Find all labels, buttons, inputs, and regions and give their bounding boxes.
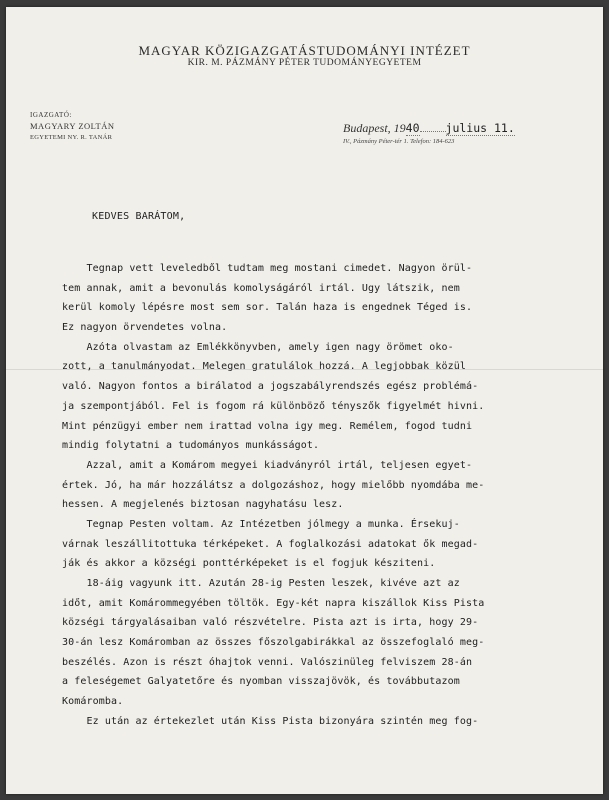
body-line: való. Nagyon fontos a birálatod a jogszabályrendszés egész problémá- <box>62 381 479 393</box>
dateline-date: julius 11. <box>445 121 515 135</box>
body-line: 30-án lesz Komáromban az összes főszolgabirákkal az összefoglaló meg- <box>62 637 485 649</box>
dateline <box>343 121 515 136</box>
body-line: Ez nagyon örvendetes volna. <box>62 322 228 334</box>
letter-sheet <box>6 7 603 794</box>
director-label: IGAZGATÓ: <box>30 111 72 119</box>
body-line: tem annak, amit a bevonulás komolyságáról irtál. Ugy látszik, nem <box>62 282 460 294</box>
institute-address: IV., Pázmány Péter-tér 1. Telefon: 184-623 <box>343 138 455 145</box>
body-line: Azóta olvastam az Emlékkönyvben, amely igen nagy örömet oko- <box>62 341 454 353</box>
body-line: 18-áig vagyunk itt. Azután 28-ig Pesten leszek, kivéve azt az <box>62 578 460 589</box>
dateline-year: 40 <box>405 121 420 135</box>
body-line: Ez után az értekezlet után Kiss Pista bizonyára szintén meg fog- <box>62 715 479 727</box>
body-line: Tegnap vett leveledből tudtam meg mostani cimedet. Nagyon örül- <box>62 263 473 274</box>
director-block <box>30 110 115 143</box>
body-line: ja szempontjából. Fel is fogom rá különböző tényszők figyelmét hivni. <box>62 400 485 412</box>
body-line: Mint pénzügyi ember nem irattad volna igy meg. Remélem, fogod tudni <box>62 420 473 432</box>
body-line: mindig folytatni a tudományos munkásságot. <box>62 440 320 452</box>
body-line: értek. Jó, ha már hozzálátsz a dolgozáshoz, hogy mielőbb nyomdába me- <box>62 479 485 491</box>
body-line: időt, amit Komárommegyében töltök. Egy-két napra kiszállok Kiss Pista <box>62 597 485 609</box>
director-name: MAGYARY ZOLTÁN <box>30 121 115 131</box>
letterhead-institute: MAGYAR KÖZIGAZGATÁSTUDOMÁNYI INTÉZET <box>138 43 471 58</box>
body-line: Tegnap Pesten voltam. Az Intézetben jólmegy a munka. Érsekuj- <box>62 518 460 530</box>
letter-body <box>62 259 602 732</box>
dateline-place: Budapest, 19 <box>343 121 406 135</box>
body-line: zott, a tanulmányodat. Melegen gratulálok hozzá. A legjobbak közül <box>62 361 466 373</box>
body-line: községi tárgyalásaiban való részvételre. Pista azt is irta, hogy 29- <box>62 617 479 629</box>
body-line: ják és akkor a községi ponttérképeket is el fogjuk késziteni. <box>62 558 436 570</box>
body-line: beszélés. Azon is részt óhajtok venni. Valószinüleg felviszem 28-án <box>62 656 473 668</box>
letterhead-university: KIR. M. PÁZMÁNY PÉTER TUDOMÁNYEGYETEM <box>187 58 422 68</box>
body-line: a feleségemet Galyatetőre és nyomban visszajövök, és továbbutazom <box>62 676 460 688</box>
director-title: EGYETEMI NY. R. TANÁR <box>30 134 113 141</box>
body-line: hessen. A megjelenés biztosan nagyhatásu lesz. <box>62 499 344 511</box>
body-line: várnak leszállitottuka térképeket. A foglalkozási adatokat ők megad- <box>62 538 479 550</box>
body-line: Azzal, amit a Komárom megyei kiadványról irtál, teljesen egyet- <box>62 459 473 471</box>
body-line: kerül komoly lépésre most sem sor. Talán haza is engednek Téged is. <box>62 302 473 314</box>
dateline-dots <box>420 131 446 132</box>
body-line: Komáromba. <box>62 696 124 708</box>
salutation: KEDVES BARÁTOM, <box>92 211 186 222</box>
